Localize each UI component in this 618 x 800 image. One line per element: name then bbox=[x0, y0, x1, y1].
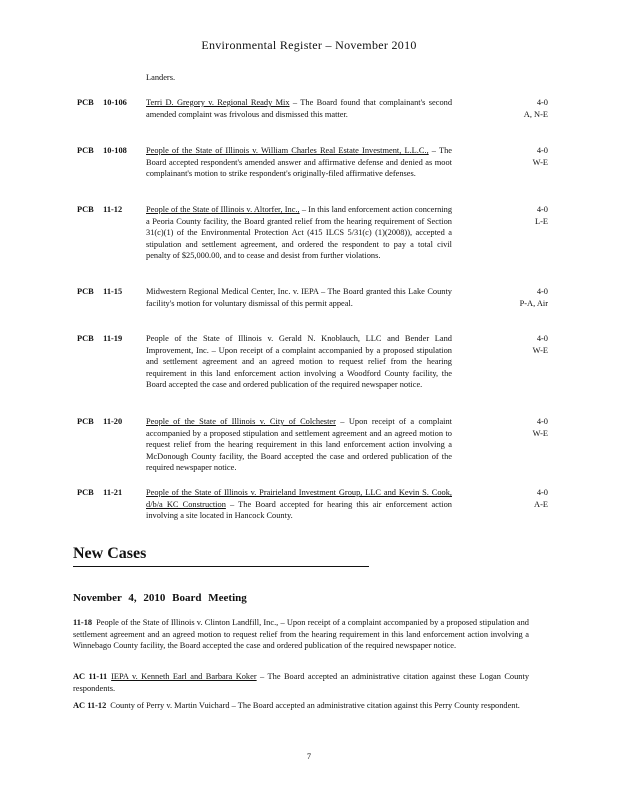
case-prefix: PCB bbox=[77, 488, 94, 497]
case-text: – Upon receipt of a complaint accompanied by a proposed stipulation and settlement agreement and an agreed motion to request relief from the hearing requirement in this land enforcement action involving a McDonough County facility, the Board accepted the case and ordered publication of the required newspaper notice. bbox=[146, 417, 452, 473]
vote-count: 4-0 bbox=[536, 488, 548, 497]
new-case-entry bbox=[73, 700, 529, 712]
case-vote bbox=[488, 97, 548, 120]
case-number bbox=[77, 333, 122, 345]
vote-count: 4-0 bbox=[536, 98, 548, 107]
page-number: 7 bbox=[306, 752, 312, 761]
case-prefix: PCB bbox=[77, 146, 94, 155]
case-description bbox=[146, 97, 452, 120]
case-vote bbox=[488, 145, 548, 168]
new-case-title: IEPA v. Kenneth Earl and Barbara Koker bbox=[111, 672, 257, 681]
page-header: Environmental Register – November 2010 bbox=[201, 38, 417, 52]
new-case-text: – The Board accepted an administrative citation against these Logan County respondents. bbox=[73, 672, 530, 693]
case-vote bbox=[488, 416, 548, 439]
case-code: 11-15 bbox=[103, 287, 123, 296]
case-number bbox=[77, 286, 122, 298]
section-heading-new-cases: New Cases bbox=[73, 545, 147, 562]
vote-code: W-E bbox=[532, 345, 548, 355]
case-title: Terri D. Gregory v. Regional Ready Mix bbox=[146, 98, 290, 107]
case-prefix: PCB bbox=[77, 98, 94, 107]
case-code: 10-106 bbox=[103, 98, 127, 107]
new-case-text: County of Perry v. Martin Vuichard – The Board accepted an administrative citation against this Perry County respondent. bbox=[110, 701, 520, 710]
new-case-entry bbox=[73, 617, 529, 652]
case-text: – The Board accepted for hearing this air enforcement action involving a site located in Hancock County. bbox=[146, 499, 452, 521]
case-number bbox=[77, 204, 122, 216]
vote-code: A, N-E bbox=[523, 109, 548, 119]
case-number bbox=[77, 145, 127, 157]
case-prefix: PCB bbox=[77, 287, 94, 296]
case-code: 10-108 bbox=[103, 146, 127, 155]
vote-count: 4-0 bbox=[536, 334, 548, 343]
case-vote bbox=[488, 286, 548, 309]
case-vote bbox=[488, 333, 548, 356]
case-text: People of the State of Illinois v. Gerald N. Knoblauch, LLC and Bender Land Improvement, Inc. – Upon receipt of a complaint accompanied by a proposed stipulation and settlement agreement and an agreed motion to request relief from the hearing requirement in this land enforcement action involving a Woodford County facility, the Board accepted the case and ordered publication of the required newspaper notice. bbox=[146, 334, 452, 390]
case-code: 11-21 bbox=[103, 488, 123, 497]
new-case-entry bbox=[73, 671, 529, 694]
case-description bbox=[146, 204, 452, 262]
case-description bbox=[146, 286, 452, 309]
case-number bbox=[77, 487, 122, 499]
case-prefix: PCB bbox=[77, 334, 94, 343]
case-number bbox=[77, 416, 122, 428]
vote-count: 4-0 bbox=[536, 287, 548, 296]
case-prefix: PCB bbox=[77, 205, 94, 214]
case-code: 11-19 bbox=[103, 334, 123, 343]
case-vote bbox=[488, 204, 548, 227]
continuation-text: Landers. bbox=[146, 73, 176, 82]
vote-code: A-E bbox=[534, 499, 548, 509]
vote-code: W-E bbox=[532, 428, 548, 438]
vote-count: 4-0 bbox=[536, 146, 548, 155]
case-title: People of the State of Illinois v. City of Colchester bbox=[146, 417, 336, 426]
case-text: – In this land enforcement action concerning a Peoria County facility, the Board granted relief from the hearing requirement of Section 31(c)(1) of the Environmental Protection Act (415 ILCS 5/31(c) (1)(2008)), accepted a stipulation and settlement agreement, and ordered the respondent to pay a total civil penalty of $25,000.00, and to cease and desist from further violations. bbox=[146, 205, 453, 261]
case-code: 11-20 bbox=[103, 417, 123, 426]
case-title: People of the State of Illinois v. Prairieland Investment Group, LLC and Kevin S. Cook, d/b/a KC Construction bbox=[146, 488, 452, 509]
case-description bbox=[146, 333, 452, 391]
case-description bbox=[146, 145, 452, 180]
new-case-text: People of the State of Illinois v. Clinton Landfill, Inc., – Upon receipt of a complaint accompanied by a proposed stipulation and settlement agreement and an agreed motion to request relief from the hearing requirement in this land enforcement action involving a Winnebago County facility, the Board accepted the case and ordered publication of the required newspaper notice. bbox=[73, 618, 529, 651]
case-vote bbox=[488, 487, 548, 510]
case-title: People of the State of Illinois v. William Charles Real Estate Investment, L.L.C., bbox=[146, 146, 429, 155]
new-case-code: AC 11-11 bbox=[73, 672, 108, 681]
vote-code: P-A, Air bbox=[519, 298, 548, 308]
section-divider bbox=[73, 566, 369, 567]
case-text: – The Board accepted respondent's amended answer and affirmative defense and denied as moot complainant's motion to strike respondent's originally-filed affirmative defenses. bbox=[146, 146, 452, 179]
case-prefix: PCB bbox=[77, 417, 94, 426]
case-text: – The Board found that complainant's second amended complaint was frivolous and dismissed this matter. bbox=[146, 98, 453, 119]
new-case-code: 11-18 bbox=[73, 618, 93, 627]
case-description bbox=[146, 487, 452, 522]
case-text: Midwestern Regional Medical Center, Inc. v. IEPA – The Board granted this Lake County facility's motion for voluntary dismissal of this permit appeal. bbox=[146, 287, 452, 308]
vote-count: 4-0 bbox=[536, 417, 548, 426]
case-title: People of the State of Illinois v. Altorfer, Inc., bbox=[146, 205, 300, 214]
new-case-code: AC 11-12 bbox=[73, 701, 107, 710]
case-number bbox=[77, 97, 127, 109]
meeting-title: November 4, 2010 Board Meeting bbox=[73, 592, 247, 604]
case-code: 11-12 bbox=[103, 205, 123, 214]
case-description bbox=[146, 416, 452, 474]
vote-code: L-E bbox=[534, 216, 548, 226]
vote-count: 4-0 bbox=[536, 205, 548, 214]
vote-code: W-E bbox=[532, 157, 548, 167]
